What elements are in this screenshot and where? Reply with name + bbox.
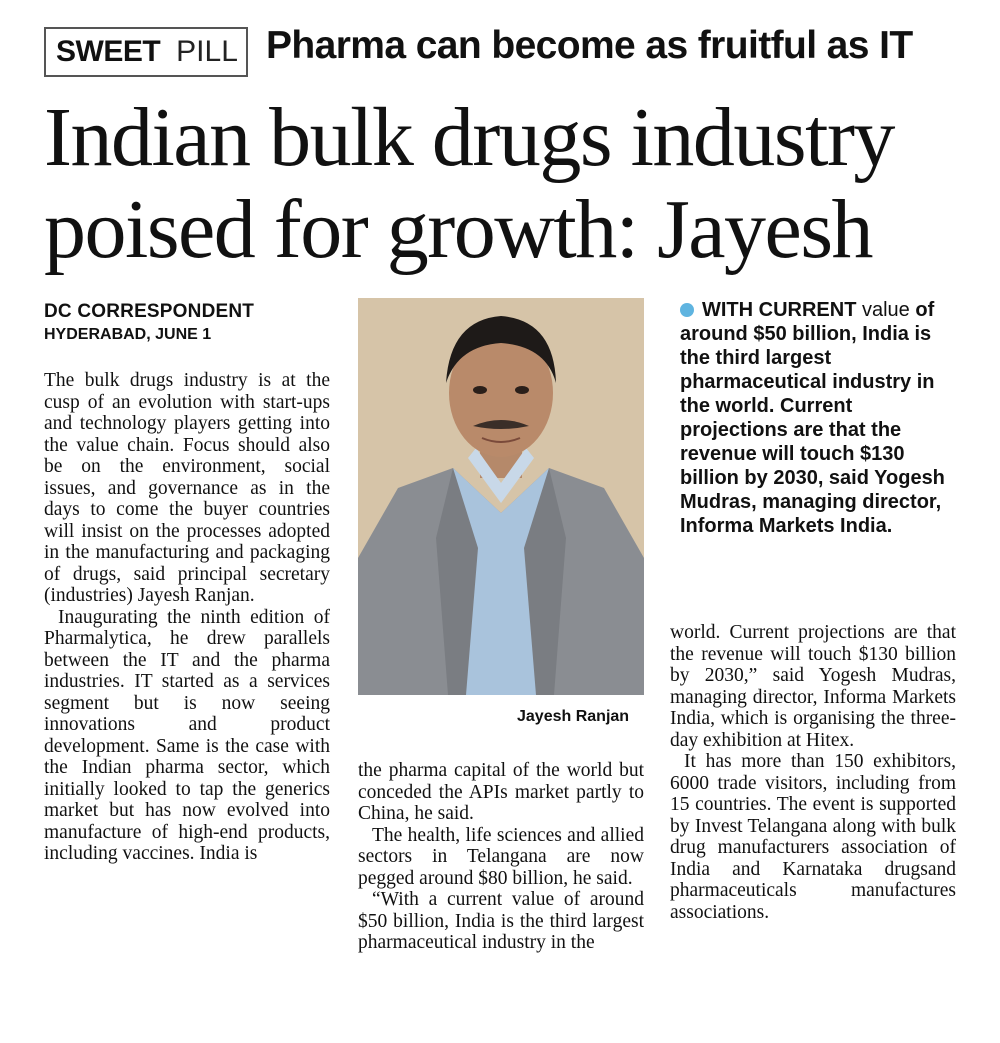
article-column-1: [44, 370, 330, 865]
portrait-illustration: [358, 298, 644, 695]
byline: [44, 301, 254, 344]
section-kicker: [44, 27, 248, 77]
paragraph: “With a current value of around $50 billion, India is the third largest pharmaceutical industry in the: [358, 889, 644, 953]
paragraph: the pharma capital of the world but conceded the APIs market partly to China, he said.: [358, 760, 644, 824]
kicker-sweet: SWEET: [56, 35, 161, 68]
photo-caption: Jayesh Ranjan: [517, 708, 630, 725]
article-column-3: [670, 622, 956, 923]
article-column-2: [358, 760, 644, 954]
pull-quote-lead: WITH CURRENT: [702, 299, 857, 321]
portrait-photo: [358, 298, 644, 695]
bullet-icon: [680, 303, 694, 317]
paragraph: The bulk drugs industry is at the cusp of an evolution with start-ups and technology players getting into the value chain. Focus should also be on the environment, social issues, and governance as in the days to come the buyer countries will insist on the processes adopted in the manufacturing and packaging of drugs, said principal secretary (industries) Jayesh Ranjan.: [44, 370, 330, 606]
pull-quote-lead-rest: value: [856, 299, 910, 321]
pull-quote: [680, 298, 956, 538]
pull-quote-body: of around $50 billion, India is the third largest pharmaceutical industry in the world. Current projections are that the revenue will touch $130 billion by 2030, said Yogesh Mudras, managing director, Informa Markets India.: [680, 299, 945, 537]
paragraph: Inaugurating the ninth edition of Pharmalytica, he drew parallels between the IT and the pharma industries. IT started as a services segment but is now seeing innovations and product development. Same is the case with the Indian pharma sector, which initially looked to tap the generics market but has now evolved into manufacture of high-end products, including vaccines. India is: [44, 606, 330, 864]
paragraph: The health, life sciences and allied sectors in Telangana are now pegged around $80 billion, he said.: [358, 824, 644, 889]
byline-dateline: HYDERABAD, JUNE 1: [44, 326, 212, 343]
kicker-pill: PILL: [176, 35, 238, 68]
paragraph: It has more than 150 exhibitors, 6000 trade visitors, including from 15 countries. The event is supported by Invest Telangana along with bulk drug manufacturers association of India and Karnataka drugsand pharmaceuticals manufactures associations.: [670, 751, 956, 923]
byline-correspondent: DC CORRESPONDENT: [44, 301, 255, 322]
headline: Indian bulk drugs industry poised for growth: Jayesh: [44, 91, 894, 276]
paragraph: world. Current projections are that the revenue will touch $130 billion by 2030,” said Yogesh Mudras, managing director, Informa Markets India, which is organising the three-day exhibition at Hitex.: [670, 622, 956, 751]
strap-headline: Pharma can become as fruitful as IT: [266, 24, 913, 67]
